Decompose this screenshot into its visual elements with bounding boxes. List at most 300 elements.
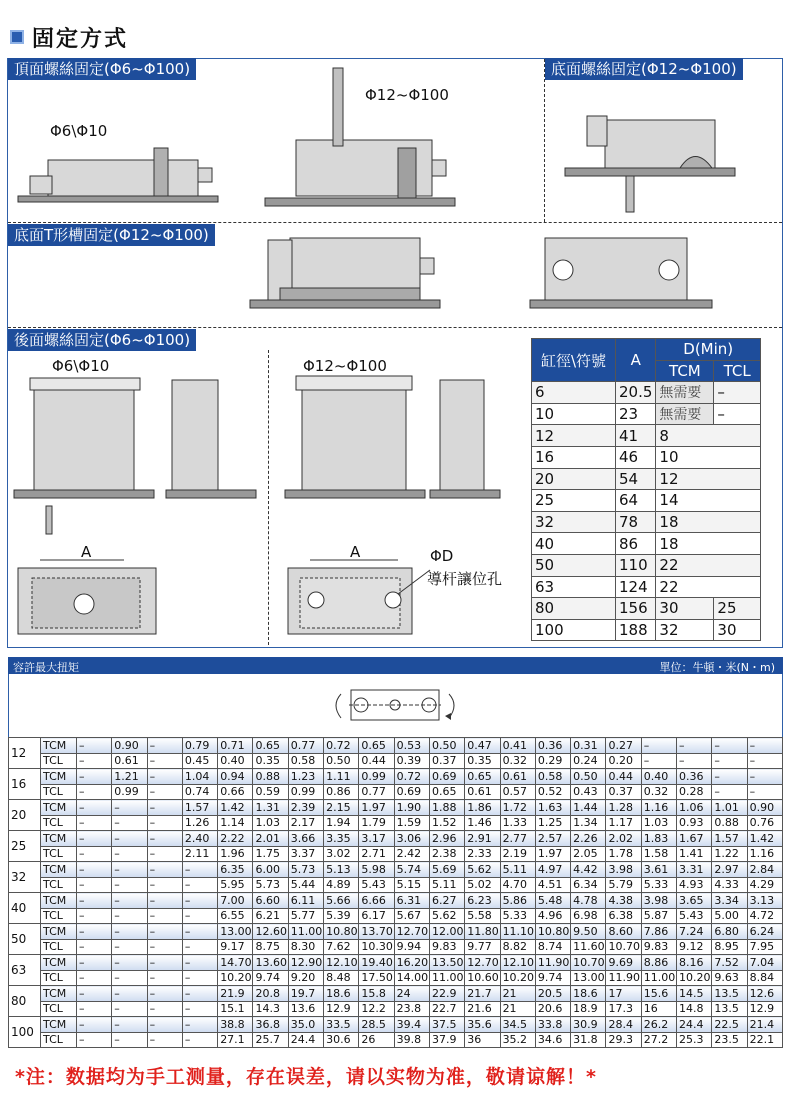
torque-value-cell: – bbox=[147, 986, 182, 1002]
torque-value-cell: 9.74 bbox=[535, 970, 570, 986]
torque-value-cell: 0.65 bbox=[253, 738, 288, 754]
bore-cell: 10 bbox=[532, 403, 616, 425]
torque-value-cell: 30.6 bbox=[324, 1032, 359, 1048]
torque-value-cell: 5.79 bbox=[606, 877, 641, 893]
torque-value-cell: 36 bbox=[465, 1032, 500, 1048]
torque-value-cell: 3.61 bbox=[641, 862, 676, 878]
torque-value-cell: 0.44 bbox=[606, 769, 641, 785]
torque-value-cell: – bbox=[147, 955, 182, 971]
torque-value-cell: 0.36 bbox=[677, 769, 712, 785]
torque-value-cell: 11.00 bbox=[641, 970, 676, 986]
series-type-cell: TCM bbox=[41, 955, 77, 971]
torque-value-cell: 0.50 bbox=[571, 769, 606, 785]
torque-value-cell: 0.65 bbox=[359, 738, 394, 754]
torque-value-cell: 6.60 bbox=[253, 893, 288, 909]
a-cell: 54 bbox=[616, 468, 656, 490]
torque-value-cell: 0.88 bbox=[253, 769, 288, 785]
torque-value-cell: 1.16 bbox=[747, 846, 782, 862]
torque-value-cell: – bbox=[77, 846, 112, 862]
torque-value-cell: – bbox=[147, 893, 182, 909]
bore-cell: 63 bbox=[532, 576, 616, 598]
torque-value-cell: 5.48 bbox=[535, 893, 570, 909]
torque-value-cell: 11.90 bbox=[606, 970, 641, 986]
torque-value-cell: 0.28 bbox=[677, 784, 712, 800]
torque-value-cell: – bbox=[77, 753, 112, 769]
torque-value-cell: 20.8 bbox=[253, 986, 288, 1002]
torque-value-cell: 10.70 bbox=[571, 955, 606, 971]
rod-end bbox=[30, 176, 52, 194]
torque-value-cell: – bbox=[77, 831, 112, 847]
bore-size-cell: 16 bbox=[9, 769, 41, 800]
torque-value-cell: – bbox=[747, 753, 782, 769]
torque-value-cell: 2.05 bbox=[571, 846, 606, 862]
torque-value-cell: 1.88 bbox=[429, 800, 464, 816]
torque-value-cell: 3.98 bbox=[641, 893, 676, 909]
torque-value-cell: 23.5 bbox=[712, 1032, 747, 1048]
torque-value-cell: 0.47 bbox=[465, 738, 500, 754]
torque-value-cell: 6.00 bbox=[253, 862, 288, 878]
torque-value-cell: – bbox=[77, 862, 112, 878]
a-cell: 110 bbox=[616, 554, 656, 576]
torque-value-cell: 1.83 bbox=[641, 831, 676, 847]
torque-value-cell: 3.98 bbox=[606, 862, 641, 878]
torque-value-cell: – bbox=[77, 955, 112, 971]
torque-value-cell: – bbox=[77, 924, 112, 940]
torque-title: 容許最大扭矩 bbox=[13, 661, 79, 674]
torque-value-cell: 5.73 bbox=[253, 877, 288, 893]
torque-value-cell: 9.12 bbox=[677, 939, 712, 955]
torque-value-cell: 3.06 bbox=[394, 831, 429, 847]
torque-value-cell: 4.96 bbox=[535, 908, 570, 924]
torque-value-cell: 1.17 bbox=[606, 815, 641, 831]
torque-value-cell: 29.3 bbox=[606, 1032, 641, 1048]
torque-value-cell: 13.5 bbox=[712, 986, 747, 1002]
torque-value-cell: 22.9 bbox=[429, 986, 464, 1002]
mounting-plate bbox=[14, 490, 154, 498]
torque-value-cell: 3.37 bbox=[288, 846, 323, 862]
torque-value-cell: 1.06 bbox=[677, 800, 712, 816]
torque-value-cell: 1.25 bbox=[535, 815, 570, 831]
torque-value-cell: – bbox=[112, 815, 147, 831]
torque-value-cell: 2.26 bbox=[571, 831, 606, 847]
torque-value-cell: – bbox=[147, 769, 182, 785]
mounting-plate bbox=[285, 490, 425, 498]
torque-value-cell: 0.71 bbox=[218, 738, 253, 754]
torque-value-cell: 5.69 bbox=[429, 862, 464, 878]
table-row bbox=[532, 533, 761, 555]
torque-value-cell: 13.70 bbox=[359, 924, 394, 940]
torque-value-cell: 5.74 bbox=[394, 862, 429, 878]
torque-value-cell: – bbox=[182, 1001, 217, 1017]
torque-value-cell: 5.67 bbox=[394, 908, 429, 924]
torque-value-cell: 39.8 bbox=[394, 1032, 429, 1048]
torque-value-cell: 22.7 bbox=[429, 1001, 464, 1017]
torque-value-cell: 3.66 bbox=[288, 831, 323, 847]
a-cell: 20.5 bbox=[616, 382, 656, 404]
torque-value-cell: – bbox=[641, 738, 676, 754]
torque-value-cell: 1.44 bbox=[571, 800, 606, 816]
torque-value-cell: 3.02 bbox=[324, 846, 359, 862]
tcm-cell: 無需要 bbox=[656, 382, 714, 404]
torque-value-cell: 2.42 bbox=[394, 846, 429, 862]
torque-value-cell: 5.13 bbox=[324, 862, 359, 878]
torque-value-cell: 0.32 bbox=[641, 784, 676, 800]
torque-value-cell: 4.93 bbox=[677, 877, 712, 893]
table-row bbox=[532, 598, 761, 620]
torque-value-cell: 2.22 bbox=[218, 831, 253, 847]
bore-size-cell: 50 bbox=[9, 924, 41, 955]
torque-value-cell: 35.0 bbox=[288, 1017, 323, 1033]
torque-value-cell: 27.1 bbox=[218, 1032, 253, 1048]
torque-value-cell: 25.3 bbox=[677, 1032, 712, 1048]
torque-value-cell: 0.40 bbox=[218, 753, 253, 769]
mounting-plate bbox=[18, 196, 218, 202]
torque-value-cell: 27.2 bbox=[641, 1032, 676, 1048]
torque-value-cell: 0.69 bbox=[394, 784, 429, 800]
hole-circle bbox=[553, 260, 573, 280]
torque-value-cell: – bbox=[112, 877, 147, 893]
torque-value-cell: 17.50 bbox=[359, 970, 394, 986]
torque-value-cell: – bbox=[147, 831, 182, 847]
table-row bbox=[532, 554, 761, 576]
torque-value-cell: 1.28 bbox=[606, 800, 641, 816]
torque-value-cell: 9.50 bbox=[571, 924, 606, 940]
torque-value-cell: 8.30 bbox=[288, 939, 323, 955]
torque-value-cell: – bbox=[147, 970, 182, 986]
torque-value-cell: 14.00 bbox=[394, 970, 429, 986]
torque-value-cell: – bbox=[77, 986, 112, 1002]
torque-value-cell: – bbox=[77, 800, 112, 816]
dimension-a-label-large: A bbox=[350, 543, 361, 561]
mounting-plate bbox=[430, 490, 500, 498]
table-row bbox=[9, 831, 783, 847]
series-type-cell: TCL bbox=[41, 970, 77, 986]
torque-value-cell: 21.7 bbox=[465, 986, 500, 1002]
table-row bbox=[532, 382, 761, 404]
torque-value-cell: 3.31 bbox=[677, 862, 712, 878]
hole-circle bbox=[74, 594, 94, 614]
torque-value-cell: 1.41 bbox=[677, 846, 712, 862]
torque-value-cell: – bbox=[77, 815, 112, 831]
hole-circle bbox=[308, 592, 324, 608]
torque-value-cell: 5.43 bbox=[359, 877, 394, 893]
mounting-plate bbox=[565, 168, 735, 176]
torque-value-cell: 17.3 bbox=[606, 1001, 641, 1017]
torque-value-cell: 5.66 bbox=[324, 893, 359, 909]
torque-value-cell: 35.2 bbox=[500, 1032, 535, 1048]
torque-value-cell: 0.24 bbox=[571, 753, 606, 769]
hole-circle bbox=[659, 260, 679, 280]
torque-value-cell: 1.79 bbox=[359, 815, 394, 831]
torque-value-cell: – bbox=[112, 831, 147, 847]
torque-value-cell: 13.00 bbox=[571, 970, 606, 986]
torque-value-cell: 2.40 bbox=[182, 831, 217, 847]
a-cell: 41 bbox=[616, 425, 656, 447]
page-title: 固定方式 bbox=[32, 26, 129, 52]
torque-value-cell: 1.67 bbox=[677, 831, 712, 847]
torque-value-cell: 4.78 bbox=[571, 893, 606, 909]
torque-value-cell: 1.86 bbox=[465, 800, 500, 816]
screw-icon bbox=[46, 506, 52, 534]
torque-value-cell: 12.60 bbox=[253, 924, 288, 940]
tcm-cell: 無需要 bbox=[656, 403, 714, 425]
series-type-cell: TCL bbox=[41, 1032, 77, 1048]
dimension-d-label: ΦD bbox=[430, 547, 454, 565]
torque-value-cell: 4.89 bbox=[324, 877, 359, 893]
torque-value-cell: 12.10 bbox=[324, 955, 359, 971]
torque-value-cell: 1.97 bbox=[535, 846, 570, 862]
tcm-cell: 18 bbox=[656, 511, 761, 533]
torque-value-cell: – bbox=[641, 753, 676, 769]
torque-value-cell: 10.20 bbox=[677, 970, 712, 986]
tcl-cell: – bbox=[714, 382, 761, 404]
table-row bbox=[9, 924, 783, 940]
torque-value-cell: 8.95 bbox=[712, 939, 747, 955]
torque-value-cell: 12.70 bbox=[465, 955, 500, 971]
torque-value-cell: 13.00 bbox=[218, 924, 253, 940]
torque-value-cell: 21.6 bbox=[465, 1001, 500, 1017]
table-row bbox=[532, 576, 761, 598]
torque-value-cell: 1.57 bbox=[182, 800, 217, 816]
torque-value-cell: 5.77 bbox=[288, 908, 323, 924]
torque-value-cell: – bbox=[182, 986, 217, 1002]
table-row bbox=[532, 403, 761, 425]
torque-value-cell: 39.4 bbox=[394, 1017, 429, 1033]
torque-value-cell: 1.26 bbox=[182, 815, 217, 831]
torque-value-cell: – bbox=[77, 908, 112, 924]
torque-value-cell: 0.61 bbox=[112, 753, 147, 769]
torque-value-cell: 6.98 bbox=[571, 908, 606, 924]
torque-value-cell: 6.23 bbox=[465, 893, 500, 909]
torque-value-cell: 0.37 bbox=[429, 753, 464, 769]
bore-size-cell: 40 bbox=[9, 893, 41, 924]
torque-value-cell: 36.8 bbox=[253, 1017, 288, 1033]
dimension-a-label: A bbox=[81, 543, 92, 561]
torque-value-cell: – bbox=[147, 862, 182, 878]
a-cell: 156 bbox=[616, 598, 656, 620]
table-row bbox=[9, 970, 783, 986]
table-row bbox=[532, 490, 761, 512]
torque-value-cell: 1.78 bbox=[606, 846, 641, 862]
torque-value-cell: – bbox=[182, 939, 217, 955]
torque-value-cell: – bbox=[112, 893, 147, 909]
tcm-cell: 22 bbox=[656, 576, 761, 598]
torque-value-cell: 15.8 bbox=[359, 986, 394, 1002]
torque-value-cell: 0.58 bbox=[288, 753, 323, 769]
torque-value-cell: 0.53 bbox=[394, 738, 429, 754]
series-type-cell: TCL bbox=[41, 1001, 77, 1017]
torque-value-cell: 10.70 bbox=[606, 939, 641, 955]
torque-value-cell: 1.21 bbox=[112, 769, 147, 785]
torque-value-cell: – bbox=[112, 908, 147, 924]
tcm-cell: 18 bbox=[656, 533, 761, 555]
torque-value-cell: 34.6 bbox=[535, 1032, 570, 1048]
hole-circle bbox=[385, 592, 401, 608]
torque-value-cell: 4.33 bbox=[712, 877, 747, 893]
torque-value-cell: 17 bbox=[606, 986, 641, 1002]
torque-value-cell: 0.45 bbox=[182, 753, 217, 769]
torque-value-cell: 0.90 bbox=[112, 738, 147, 754]
torque-value-cell: 1.72 bbox=[500, 800, 535, 816]
a-cell: 64 bbox=[616, 490, 656, 512]
torque-value-cell: 20.6 bbox=[535, 1001, 570, 1017]
torque-value-cell: 11.10 bbox=[500, 924, 535, 940]
tcm-cell: 12 bbox=[656, 468, 761, 490]
torque-value-cell: 2.84 bbox=[747, 862, 782, 878]
torque-value-cell: 9.77 bbox=[465, 939, 500, 955]
torque-value-cell: 1.59 bbox=[394, 815, 429, 831]
torque-value-cell: 7.00 bbox=[218, 893, 253, 909]
torque-value-cell: 0.35 bbox=[253, 753, 288, 769]
torque-value-cell: 0.35 bbox=[465, 753, 500, 769]
bore-size-cell: 12 bbox=[9, 738, 41, 769]
torque-value-cell: 3.17 bbox=[359, 831, 394, 847]
torque-value-cell: 9.63 bbox=[712, 970, 747, 986]
torque-value-cell: 5.44 bbox=[288, 877, 323, 893]
guide-rod-hole-label: 導杆讓位孔 bbox=[427, 570, 503, 588]
torque-value-cell: 2.57 bbox=[535, 831, 570, 847]
torque-value-cell: 0.44 bbox=[359, 753, 394, 769]
torque-value-cell: 4.97 bbox=[535, 862, 570, 878]
torque-value-cell: 2.02 bbox=[606, 831, 641, 847]
torque-value-cell: 3.35 bbox=[324, 831, 359, 847]
torque-value-cell: 5.87 bbox=[641, 908, 676, 924]
port-fitting bbox=[432, 160, 446, 176]
torque-value-cell: – bbox=[182, 1017, 217, 1033]
torque-value-cell: 25.7 bbox=[253, 1032, 288, 1048]
header-tcl: TCL bbox=[714, 360, 761, 382]
torque-value-cell: – bbox=[182, 924, 217, 940]
torque-value-cell: 2.15 bbox=[324, 800, 359, 816]
torque-value-cell: 2.39 bbox=[288, 800, 323, 816]
rod-end bbox=[587, 116, 607, 146]
bore-label-small: Φ6\Φ10 bbox=[50, 122, 108, 140]
torque-value-cell: 1.03 bbox=[253, 815, 288, 831]
torque-value-cell: 1.42 bbox=[747, 831, 782, 847]
torque-value-cell: 2.71 bbox=[359, 846, 394, 862]
series-type-cell: TCM bbox=[41, 831, 77, 847]
table-row bbox=[532, 425, 761, 447]
torque-value-cell: – bbox=[147, 800, 182, 816]
torque-value-cell: 4.51 bbox=[535, 877, 570, 893]
bore-label-large: Φ12~Φ100 bbox=[365, 86, 449, 104]
t-slot-rail bbox=[280, 288, 420, 300]
torque-unit: 單位：牛頓・米(N・m) bbox=[659, 661, 775, 674]
torque-value-cell: – bbox=[77, 769, 112, 785]
torque-value-cell: 0.72 bbox=[324, 738, 359, 754]
bore-cell: 80 bbox=[532, 598, 616, 620]
torque-value-cell: 2.17 bbox=[288, 815, 323, 831]
torque-value-cell: 1.42 bbox=[218, 800, 253, 816]
torque-value-cell: 31.8 bbox=[571, 1032, 606, 1048]
torque-value-cell: 6.11 bbox=[288, 893, 323, 909]
torque-value-cell: 1.63 bbox=[535, 800, 570, 816]
torque-value-cell: 1.57 bbox=[712, 831, 747, 847]
table-row bbox=[9, 846, 783, 862]
port-fitting bbox=[420, 258, 434, 274]
torque-value-cell: 8.48 bbox=[324, 970, 359, 986]
torque-value-cell: – bbox=[112, 1032, 147, 1048]
header-a: A bbox=[616, 339, 656, 382]
mounting-plate bbox=[166, 490, 256, 498]
torque-value-cell: 4.70 bbox=[500, 877, 535, 893]
torque-value-cell: 5.39 bbox=[324, 908, 359, 924]
torque-value-cell: 13.5 bbox=[712, 1001, 747, 1017]
tcl-cell: 30 bbox=[714, 619, 761, 641]
torque-value-cell: 10.80 bbox=[535, 924, 570, 940]
torque-value-cell: 19.40 bbox=[359, 955, 394, 971]
torque-value-cell: 11.90 bbox=[535, 955, 570, 971]
torque-value-cell: 8.82 bbox=[500, 939, 535, 955]
tcm-cell: 10 bbox=[656, 446, 761, 468]
table-row bbox=[9, 784, 783, 800]
torque-value-cell: 4.38 bbox=[606, 893, 641, 909]
tcm-cell: 30 bbox=[656, 598, 714, 620]
torque-value-cell: 6.35 bbox=[218, 862, 253, 878]
torque-value-cell: 2.19 bbox=[500, 846, 535, 862]
table-row bbox=[9, 800, 783, 816]
torque-value-cell: 20.5 bbox=[535, 986, 570, 1002]
torque-value-cell: 2.96 bbox=[429, 831, 464, 847]
series-type-cell: TCL bbox=[41, 753, 77, 769]
mounting-plate bbox=[530, 300, 712, 308]
a-cell: 46 bbox=[616, 446, 656, 468]
torque-value-cell: 35.6 bbox=[465, 1017, 500, 1033]
torque-value-cell: 12.70 bbox=[394, 924, 429, 940]
torque-value-cell: 0.20 bbox=[606, 753, 641, 769]
torque-value-cell: 0.32 bbox=[500, 753, 535, 769]
torque-value-cell: 2.11 bbox=[182, 846, 217, 862]
bore-cell: 6 bbox=[532, 382, 616, 404]
torque-value-cell: 5.15 bbox=[394, 877, 429, 893]
torque-value-cell: 15.1 bbox=[218, 1001, 253, 1017]
bore-label-small-rear: Φ6\Φ10 bbox=[52, 357, 110, 375]
torque-value-cell: – bbox=[112, 924, 147, 940]
table-row bbox=[9, 939, 783, 955]
torque-value-cell: 34.5 bbox=[500, 1017, 535, 1033]
torque-value-cell: 1.16 bbox=[641, 800, 676, 816]
torque-value-cell: 13.60 bbox=[253, 955, 288, 971]
torque-value-cell: 2.91 bbox=[465, 831, 500, 847]
torque-value-cell: – bbox=[147, 939, 182, 955]
a-cell: 86 bbox=[616, 533, 656, 555]
series-type-cell: TCL bbox=[41, 939, 77, 955]
torque-value-cell: 5.73 bbox=[288, 862, 323, 878]
torque-value-cell: – bbox=[112, 800, 147, 816]
bore-cell: 25 bbox=[532, 490, 616, 512]
torque-value-cell: 0.50 bbox=[324, 753, 359, 769]
d-min-table bbox=[531, 338, 761, 641]
torque-value-cell: 13.50 bbox=[429, 955, 464, 971]
series-type-cell: TCL bbox=[41, 815, 77, 831]
torque-value-cell: 9.69 bbox=[606, 955, 641, 971]
torque-value-cell: 12.6 bbox=[747, 986, 782, 1002]
cylinder-cap bbox=[30, 378, 140, 390]
torque-value-cell: 3.65 bbox=[677, 893, 712, 909]
torque-value-cell: 5.86 bbox=[500, 893, 535, 909]
torque-value-cell: 0.52 bbox=[535, 784, 570, 800]
torque-value-cell: 8.84 bbox=[747, 970, 782, 986]
bore-size-cell: 20 bbox=[9, 800, 41, 831]
torque-value-cell: 0.72 bbox=[394, 769, 429, 785]
bore-cell: 16 bbox=[532, 446, 616, 468]
cylinder-body-tslot bbox=[290, 238, 420, 288]
series-type-cell: TCM bbox=[41, 986, 77, 1002]
mounting-plate bbox=[265, 198, 455, 206]
torque-value-cell: 7.95 bbox=[747, 939, 782, 955]
torque-value-cell: 6.17 bbox=[359, 908, 394, 924]
torque-value-cell: 0.77 bbox=[288, 738, 323, 754]
